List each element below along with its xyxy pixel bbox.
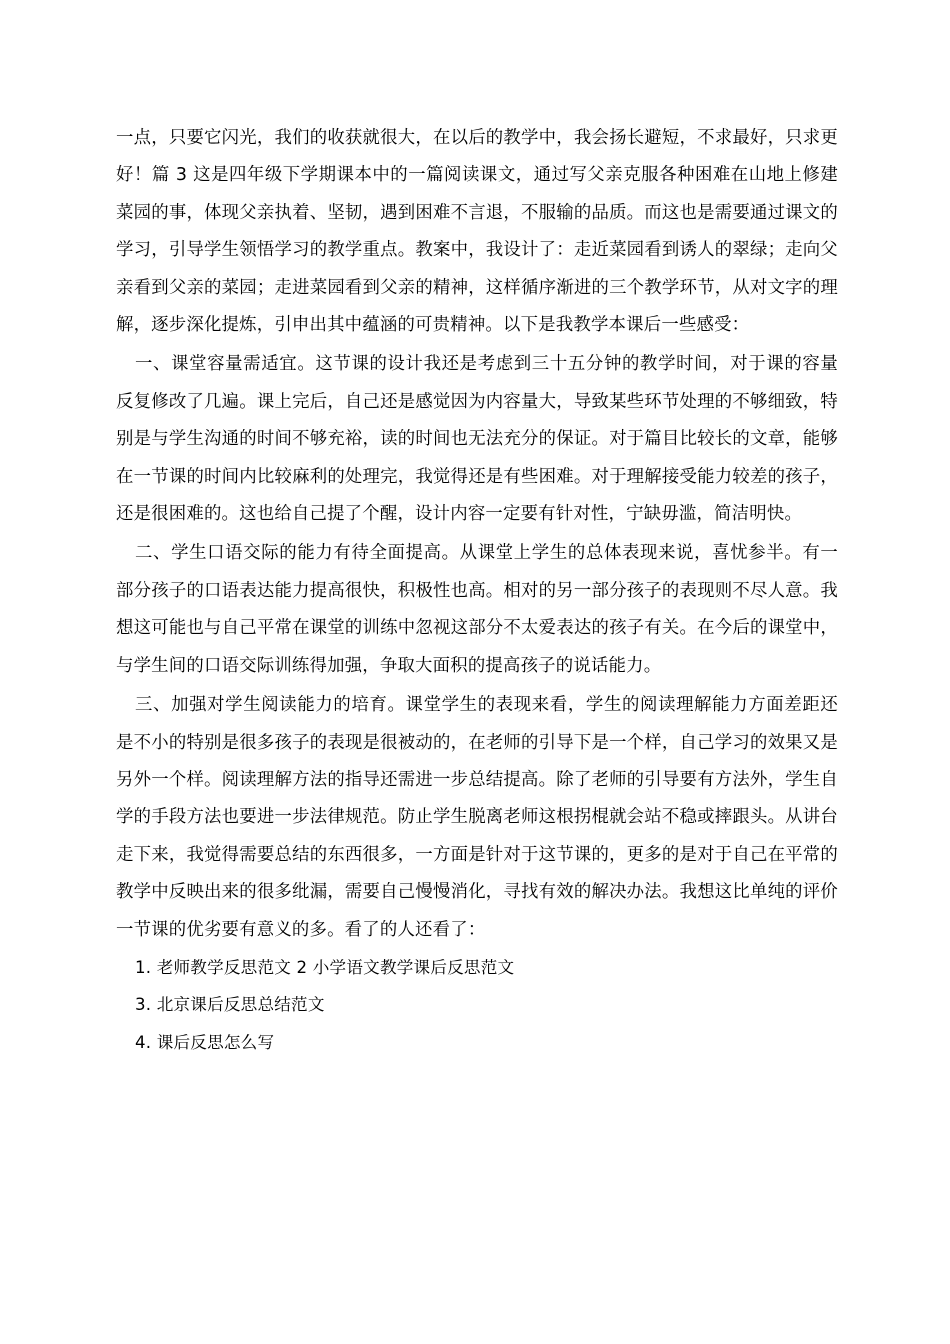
related-article-link[interactable]: 1. 老师教学反思范文 2 小学语文教学课后反思范文 (135, 957, 515, 977)
paragraph-point-3: 三、加强对学生阅读能力的培育。课堂学生的表现来看，学生的阅读理解能力方面差距还是不小的特别是很多孩子的表现是很被动的，在老师的引导下是一个样，自己学习的效果又是另外一个样。阅读理解方法的指导还需进一步总结提高。除了老师的引导要有方法外，学生自学的手段方法也要进一步法律规范。防止学生脱离老师这根拐棍就会站不稳或摔跟头。从讲台走下来，我觉得需要总结的东西很多，一方面是针对于这节课的，更多的是对于自己在平常的教学中反映出来的很多纰漏，需要自己慢慢消化，寻找有效的解决办法。我想这比单纯的评价一节课的优劣要有意义的多。看了的人还看了： (116, 695, 838, 940)
document-page (116, 120, 838, 1061)
paragraph-intro: 一点，只要它闪光，我们的收获就很大，在以后的教学中，我会扬长避短，不求最好，只求更好！篇 3 这是四年级下学期课本中的一篇阅读课文，通过写父亲克服各种困难在山地上修建菜园的事，体现父亲执着、坚韧，遇到困难不言退，不服输的品质。而这也是需要通过课文的学习，引导学生领悟学习的教学重点。教案中，我设计了：走近菜园看到诱人的翠绿；走向父亲看到父亲的菜园；走进菜园看到父亲的精神，这样循序渐进的三个教学环节，从对文字的理解，逐步深化提炼，引申出其中蕴涵的可贵精神。以下是我教学本课后一些感受： (116, 128, 838, 336)
related-article-link[interactable]: 3. 北京课后反思总结范文 (135, 995, 325, 1015)
paragraph-point-1: 一、课堂容量需适宜。这节课的设计我还是考虑到三十五分钟的教学时间，对于课的容量反复修改了几遍。课上完后，自己还是感觉因为内容量大，导致某些环节处理的不够细致，特别是与学生沟通的时间不够充裕，读的时间也无法充分的保证。对于篇目比较长的文章，能够在一节课的时间内比较麻利的处理完，我觉得还是有些困难。对于理解接受能力较差的孩子，还是很困难的。这也给自己提了个醒，设计内容一定要有针对性，宁缺毋滥，简洁明快。 (116, 354, 838, 525)
paragraph-point-2: 二、学生口语交际的能力有待全面提高。从课堂上学生的总体表现来说，喜忧参半。有一部分孩子的口语表达能力提高很快，积极性也高。相对的另一部分孩子的表现则不尽人意。我想这可能也与自己平常在课堂的训练中忽视这部分不太爱表达的孩子有关。在今后的课堂中，与学生间的口语交际训练得加强，争取大面积的提高孩子的说话能力。 (116, 543, 838, 676)
related-article-link[interactable]: 4. 课后反思怎么写 (135, 1032, 275, 1052)
related-articles-list (116, 949, 838, 1061)
